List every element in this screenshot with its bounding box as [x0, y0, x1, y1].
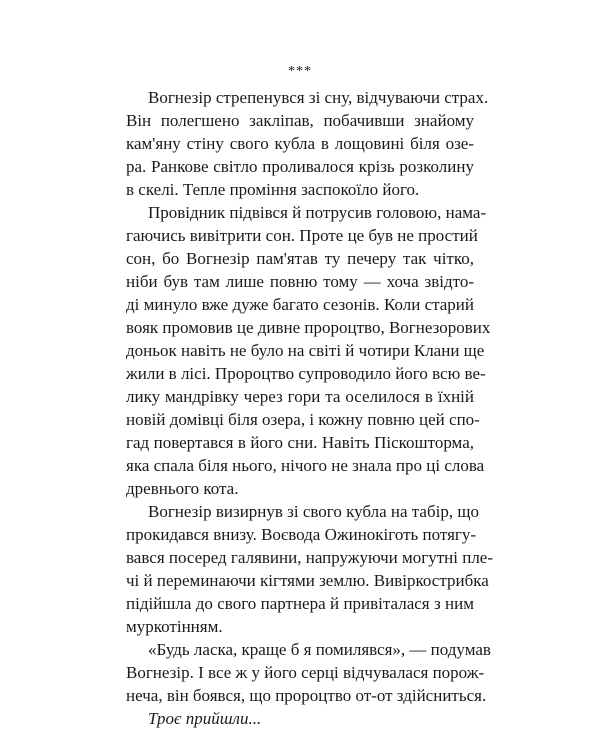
text-line: новій домівці біля озера, і кожну повню цей спо-: [126, 410, 480, 429]
text-line: ді минуло вже дуже багато сезонів. Коли старий: [126, 295, 474, 314]
text-line: вояк промовив це дивне пророцтво, Вогнезорових: [126, 318, 491, 337]
closing-line: [126, 707, 474, 730]
text-line: сон, бо Вогнезір пам'ятав ту печеру так чітко,: [126, 249, 474, 268]
text-line: Вогнезір стрепенувся зі сну, відчуваючи страх.: [148, 88, 489, 107]
text-line: вався посеред галявини, напружуючи могутні пле-: [126, 548, 494, 567]
paragraphs: [126, 86, 494, 730]
text-line: Вогнезір визирнув зі свого кубла на табір, що: [148, 502, 479, 521]
text-line: Провідник підвівся й потрусив головою, нама-: [148, 203, 487, 222]
text-line: прокидався внизу. Воєвода Ожинокіготь потягу-: [126, 525, 477, 544]
text-line: доньок навіть не було на світі й чотири Клани ще: [126, 341, 485, 360]
text-line: неча, він боявся, що пророцтво от-от здійсниться.: [126, 686, 487, 705]
text-line: древнього кота.: [126, 479, 239, 498]
text-line: Вогнезір. І все ж у його серці відчувалася порож-: [126, 663, 485, 682]
text-line: Він полегшено закліпав, побачивши знайому: [126, 111, 474, 130]
page-text: [126, 62, 494, 730]
text-line: Троє прийшли...: [148, 709, 262, 728]
text-line: «Будь ласка, краще б я помилявся», — подумав: [148, 640, 491, 659]
text-line: яка спала біля нього, нічого не знала про ці слова: [126, 456, 485, 475]
text-line: в скелі. Тепле проміння заспокоїло його.: [126, 180, 420, 199]
text-line: лику мандрівку через гори та оселилося в їхній: [126, 387, 474, 406]
text-line: ніби був там лише повню тому — хоча звідто-: [126, 272, 474, 291]
paragraph: [126, 201, 491, 500]
text-line: жили в лісі. Пророцтво супроводило його всю ве-: [126, 364, 486, 383]
text-line: кам'яну стіну свого кубла в лощовині біля озе-: [126, 134, 474, 153]
paragraph: [126, 500, 494, 638]
text-line: гаючись вивітрити сон. Проте це був не простий: [126, 226, 478, 245]
text-line: ра. Ранкове світло проливалося крізь розколину: [126, 157, 474, 176]
text-line: муркотінням.: [126, 617, 223, 636]
paragraph: [126, 86, 489, 201]
section-separator: ***: [288, 64, 312, 79]
text-line: підійшла до свого партнера й привіталася з ним: [126, 594, 474, 613]
paragraph: [126, 638, 491, 707]
text-line: гад повертався в його сни. Навіть Піскошторма,: [126, 433, 474, 452]
text-line: чі й переминаючи кігтями землю. Вивіркострибка: [126, 571, 489, 590]
